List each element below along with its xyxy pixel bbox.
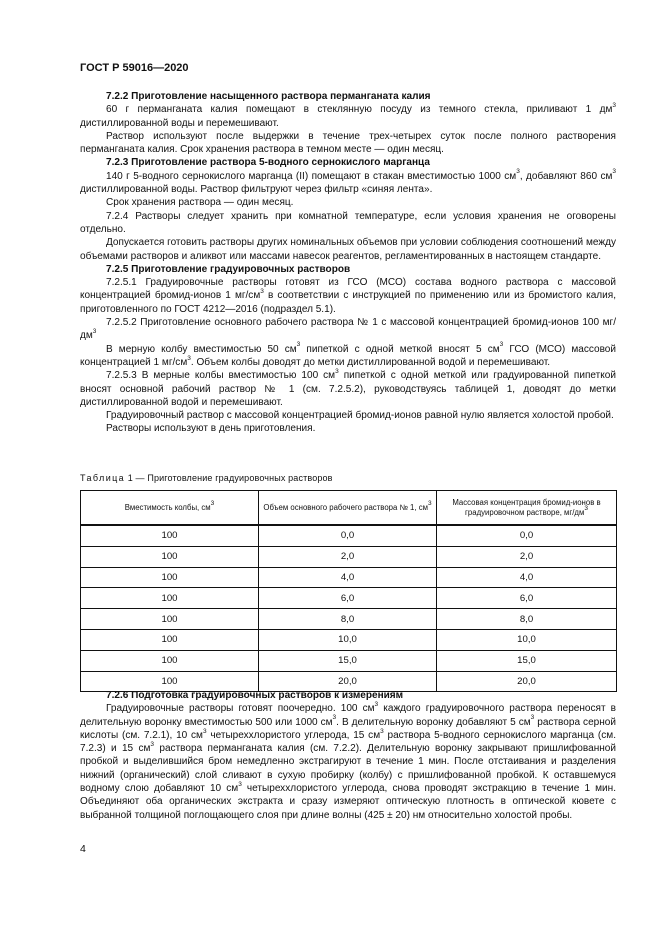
document-body: [80, 90, 616, 436]
table-row: 100 6,0 6,0: [81, 588, 617, 609]
calibration-table: [80, 490, 617, 692]
document-header: ГОСТ Р 59016—2020: [80, 62, 189, 74]
paragraph: В мерную колбу вместимостью 50 $см^3$ пипеткой с одной меткой вносят 5 $см^3$ ГСО (МСО) массовой концентрацией 1 $мг/см^3$. Объем колбы доводят до метки дистиллированной водой и перемешивают.: [80, 341, 617, 368]
table-header-row: [81, 491, 617, 526]
table-row: 100 2,0 2,0: [81, 546, 617, 567]
paragraph: Допускается готовить растворы других номинальных объемов при условии соблюдения соотношений между объемами растворов и аликвот или массами навесок реагентов, регламентированных в настоящем стандарте.: [80, 237, 616, 262]
section-heading: 7.2.3 Приготовление раствора 5-водного сернокислого марганца: [106, 157, 430, 169]
paragraph: Градуировочные растворы готовят поочередно. 100 $см^3$ каждого градуировочного раствора переносят в делительную воронку вместимостью 500 или 1000 $см^3$. В делительную воронку добавляют 5 $см^3$ раствора серной кислоты (см. 7.2.1), 10 $см^3$ четыреххлористого углерода, 15 $см^3$ раствора 5-водного сернокислого марганца (см. 7.2.3) и 15 $см^3$ раствора перманганата калия (см. 7.2.2). Делительную воронку закрывают пришлифованной пробкой и выделившийся бром немедленно экстрагируют в течение 1 мин. После отстаивания и разделения нижний (органический) слой сливают в сухую пробирку (колбу) с пришлифованной пробкой. К оставшемуся водному слою добавляют 10 $см^3$ четыреххлористого углерода, снова проводят экстракцию в течение 1 мин. Объединяют оба органических экстракта и сразу измеряют оптическую плотность в оптической кювете с выбранной толщиной поглощающего слоя при длине волны (425 ± 20) нм относительно холостой пробы.: [80, 700, 616, 821]
table-row: 100 20,0 20,0: [81, 671, 617, 692]
paragraph: Раствор используют после выдержки в течение трех-четырех суток после полного растворения перманганата калия. Срок хранения раствора в темном месте — один месяц.: [80, 130, 616, 156]
paragraph: 7.2.4 Растворы следует хранить при комнатной температуре, если условия хранения не оговорены отдельно.: [80, 210, 616, 235]
table-row: 100 15,0 15,0: [81, 650, 617, 671]
column-header-flask-volume: Вместимость колбы, $см^3$: [81, 491, 259, 526]
paragraph: Растворы используют в день приготовления.: [106, 423, 316, 435]
column-header-solution-volume: Объем основного рабочего раствора № 1, $см^3$: [259, 491, 437, 526]
table-row: 100 10,0 10,0: [81, 629, 617, 650]
paragraph: 7.2.5.3 В мерные колбы вместимостью 100 $см^3$ пипеткой с одной меткой или градуированной пипеткой вносят основной рабочий раствор № 1 (см. 7.2.5.2), руководствуясь таблицей 1, доводят до метки дистиллированной водой и перемешивают.: [80, 367, 616, 408]
paragraph: 7.2.5.1 Градуировочные растворы готовят из ГСО (МСО) состава водного раствора с массовой концентрацией бромид-ионов 1 $мг/см^3$ в соответствии с инструкцией по применению или из бромистого калия, приготовленного по ГОСТ 4212—2016 (подраздел 5.1).: [80, 277, 616, 315]
table-row: 100 8,0 8,0: [81, 609, 617, 630]
paragraph: Градуировочный раствор с массовой концентрацией бромид-ионов равной нулю является холостой пробой.: [106, 410, 614, 422]
table-caption: Таблица 1 — Приготовление градуировочных растворов: [80, 473, 333, 483]
paragraph: Срок хранения раствора — один месяц.: [106, 197, 294, 209]
page-number: 4: [80, 843, 86, 855]
column-header-concentration: Массовая концентрация бромид-ионов в градуировочном растворе, $мг/дм^3$: [437, 491, 617, 526]
table-row: 100 0,0 0,0: [81, 525, 617, 546]
paragraph: 140 г 5-водного сернокислого марганца (II) помещают в стакан вместимостью 1000 $см^3$, добавляют 860 $см^3$ дистиллированной воды. Раствор фильтруют через фильтр «синяя лента».: [80, 168, 616, 196]
paragraph: 7.2.5.2 Приготовление основного рабочего раствора № 1 с массовой концентрацией бромид-ионов 100 $мг/дм^3$: [80, 317, 616, 342]
section-heading: 7.2.6 Подготовка градуировочных растворов к измерениям: [106, 690, 404, 701]
section-heading: 7.2.2 Приготовление насыщенного раствора перманганата калия: [106, 91, 431, 102]
table-row: 100 4,0 4,0: [81, 567, 617, 588]
paragraph: 60 г перманганата калия помещают в стеклянную посуду из темного стекла, приливают 1 $дм^3$ дистиллированной воды и перемешивают.: [80, 101, 616, 129]
document-body-continued: [80, 689, 616, 822]
section-heading: 7.2.5 Приготовление градуировочных растворов: [106, 263, 351, 275]
